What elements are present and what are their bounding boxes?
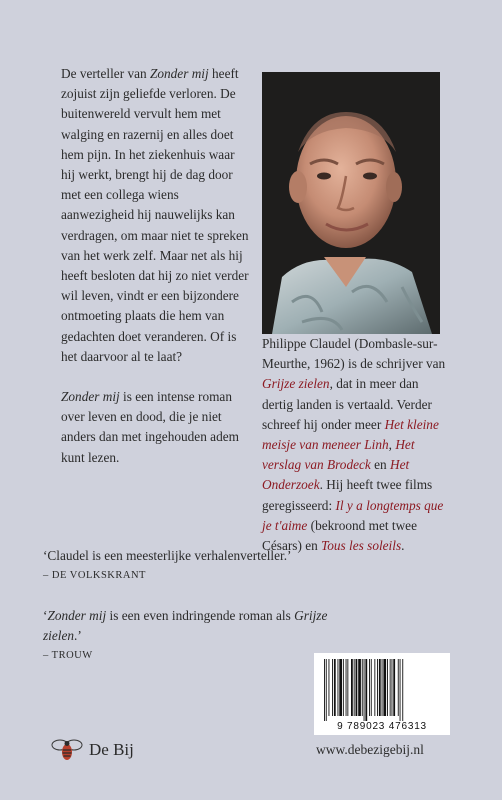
barcode-bars xyxy=(322,659,442,721)
review-quote-1 xyxy=(43,546,473,586)
bio-text-segment: (bekroond met twee Césars) en xyxy=(262,517,417,554)
barcode-bar xyxy=(334,659,336,716)
book-title-red: Het Onderzoek xyxy=(262,457,410,493)
quote-text-segment: is een even indringende roman als xyxy=(106,608,295,623)
book-title-italic: Zonder mij xyxy=(149,66,209,81)
publisher-name: De Bij xyxy=(89,740,134,759)
barcode-bar xyxy=(354,659,355,716)
blurb-paragraph-1 xyxy=(61,64,249,367)
barcode-bar xyxy=(387,659,388,716)
barcode-bar xyxy=(371,659,372,716)
author-bio xyxy=(262,334,452,556)
barcode-bar xyxy=(356,659,358,716)
barcode-bar xyxy=(365,659,367,721)
barcode-bar xyxy=(374,659,375,716)
author-portrait-illustration xyxy=(262,72,440,334)
barcode-bar xyxy=(400,659,401,721)
book-title-red: Het kleine meisje van meneer Linh xyxy=(262,416,439,453)
barcode-bar xyxy=(329,659,330,716)
blurb-text xyxy=(61,64,249,468)
barcode-bar xyxy=(392,659,393,716)
quote-source: – DE VOLKSKRANT xyxy=(43,570,146,581)
book-title-italic: Zonder mij xyxy=(47,608,107,623)
bee-icon xyxy=(51,739,83,761)
bio-text-segment: Philippe Claudel (Dombasle-sur-Meurthe, 1962) is de schrijver van xyxy=(262,336,446,372)
book-title-red: Het verslag van Brodeck xyxy=(262,437,415,473)
quote-mark: .’ xyxy=(74,628,82,643)
barcode-bar xyxy=(324,659,325,721)
blurb-paragraph-2 xyxy=(61,387,249,468)
barcode-bar xyxy=(383,659,386,716)
barcode-bar xyxy=(347,659,348,716)
review-quote-2 xyxy=(43,606,343,666)
barcode-bar xyxy=(377,659,378,716)
bio-text-segment: . xyxy=(401,538,405,554)
author-photo xyxy=(262,72,440,334)
quote-mark: ‘ xyxy=(43,608,48,623)
barcode-bar xyxy=(369,659,370,716)
quote-text: ‘Claudel is een meesterlijke verhalenverteller.’ xyxy=(43,548,292,563)
barcode-bar xyxy=(332,659,333,716)
bio-text-segment: , dat in meer dan dertig landen is vertaald. Verder schreef hij onder meer xyxy=(262,376,432,432)
blurb-text-segment: De verteller van xyxy=(61,66,150,81)
publisher-logo xyxy=(51,738,134,762)
barcode-bar xyxy=(346,659,347,716)
barcode-bar xyxy=(390,659,391,716)
barcode-bar xyxy=(351,659,353,716)
isbn-number: 9 789023 476313 xyxy=(337,721,427,732)
author-bio-paragraph xyxy=(262,334,452,556)
film-title-red: Tous les soleils xyxy=(321,538,402,554)
barcode-bar xyxy=(382,659,383,716)
barcode-bar xyxy=(343,659,344,716)
bio-text-segment: en xyxy=(370,457,390,473)
book-title-italic: Zonder mij xyxy=(61,389,120,405)
bio-text-segment: , xyxy=(388,437,396,453)
barcode-bar xyxy=(338,659,339,716)
blurb-text-segment: heeft zojuist zijn geliefde verloren. De buitenwereld vervult hem met walging en razernij en alles doet hem pijn. In het ziekenhuis waar hij werkt, brengt hij de dag door met een collega wiens aanwezigheid hij nauwelijks kan verdragen, om maar niet te spreken van het werk zelf. Maar net als hij heeft besloten dat hij zo niet verder wil leven, vindt er een bijzondere ontmoeting plaats die hem van gedachten doet veranderen. Of is het daarvoor al te laat? xyxy=(61,66,249,364)
quote-text xyxy=(43,606,343,646)
quote-source: – TROUW xyxy=(43,650,93,661)
book-title-italic: Grijze zielen xyxy=(43,608,328,643)
publisher-url: www.debezigebij.nl xyxy=(316,742,424,757)
book-title-red: Grijze zielen xyxy=(262,376,330,392)
barcode-bar xyxy=(362,659,363,716)
barcode-bar xyxy=(358,659,361,716)
barcode-bar xyxy=(364,659,365,721)
barcode-bar xyxy=(402,659,403,721)
barcode-bar xyxy=(393,659,395,716)
isbn-barcode xyxy=(314,653,450,735)
film-title-red: Il y a longtemps que je t'aime xyxy=(262,497,444,533)
blurb-text-segment: is een intense roman over leven en dood, die je niet anders dan met ingehouden adem kunt lezen. xyxy=(61,389,239,465)
barcode-bar xyxy=(339,659,342,716)
barcode-bar xyxy=(398,659,399,716)
barcode-bar xyxy=(379,659,381,716)
barcode-bar xyxy=(326,659,327,721)
bio-text-segment: . Hij heeft twee films geregisseerd: xyxy=(262,477,433,513)
